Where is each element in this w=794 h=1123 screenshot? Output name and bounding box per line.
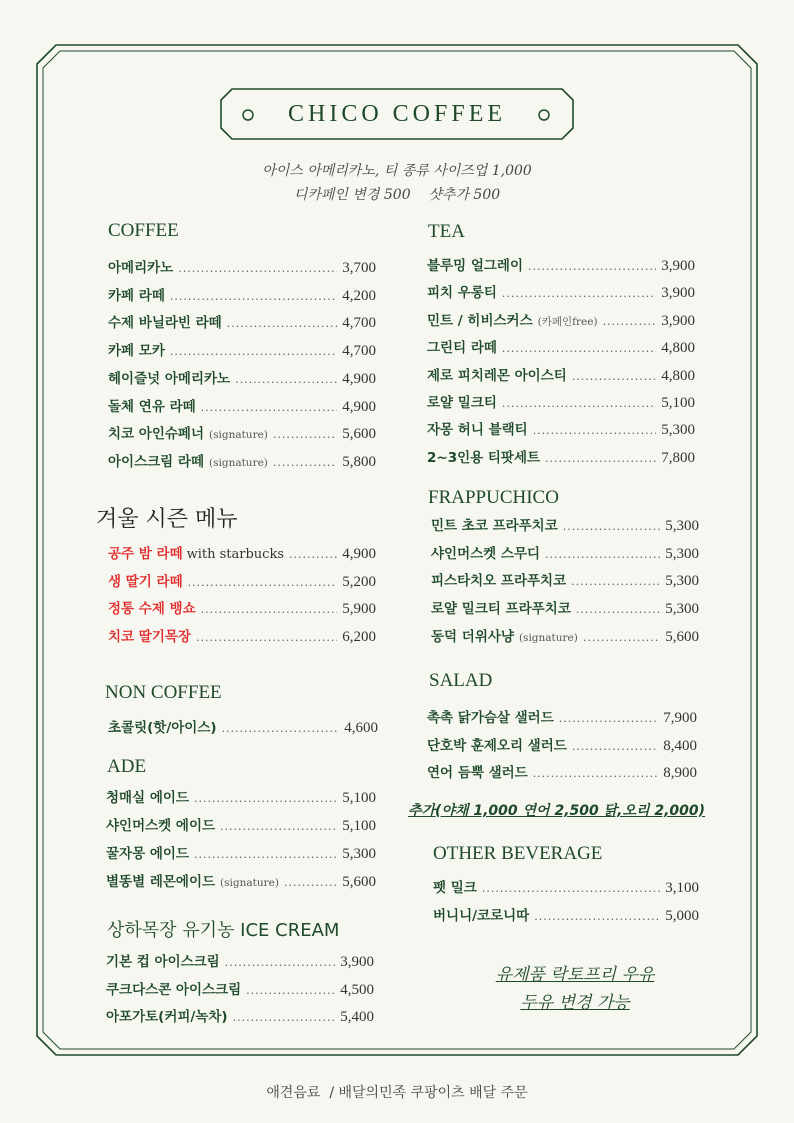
dot-leader bbox=[284, 876, 337, 889]
dot-leader bbox=[188, 576, 338, 589]
item-name: 돌체 연유 라떼 bbox=[108, 398, 196, 415]
item-name: 기본 컵 아이스크림 bbox=[106, 954, 220, 970]
item-extra: with starbucks bbox=[186, 547, 285, 562]
menu-item bbox=[106, 842, 376, 862]
item-name: 카페 모카 bbox=[108, 343, 165, 360]
item-name: 로얄 밀크티 프라푸치코 bbox=[431, 601, 571, 618]
item-price: 4,900 bbox=[342, 398, 376, 415]
item-price: 5,200 bbox=[342, 573, 376, 590]
menu-item bbox=[108, 339, 376, 359]
menu-item bbox=[427, 336, 695, 356]
dot-leader bbox=[528, 260, 656, 273]
noncoffee-title: NON COFFEE bbox=[105, 682, 222, 703]
item-price: 3,900 bbox=[661, 285, 695, 302]
menu-item bbox=[427, 446, 695, 466]
item-name: 펫 밀크 bbox=[433, 880, 477, 896]
menu-item bbox=[108, 422, 376, 442]
menu-item bbox=[427, 761, 697, 781]
item-name: 쿠크다스콘 아이스크림 bbox=[106, 981, 242, 998]
item-price: 5,100 bbox=[342, 790, 376, 806]
dot-leader bbox=[235, 373, 337, 386]
item-price: 4,200 bbox=[342, 287, 376, 304]
item-price: 4,900 bbox=[342, 370, 376, 387]
dot-leader bbox=[194, 848, 337, 861]
item-name: 촉촉 닭가슴살 샐러드 bbox=[427, 710, 554, 726]
item-price: 3,900 bbox=[661, 258, 695, 274]
item-price: 5,300 bbox=[665, 573, 699, 590]
item-price: 6,200 bbox=[342, 628, 376, 645]
menu-item bbox=[431, 514, 699, 534]
dot-leader bbox=[196, 631, 337, 644]
decaf-notice: 디카페인 변경 500 샷추가 500 bbox=[293, 187, 501, 203]
item-price: 4,900 bbox=[342, 546, 376, 562]
item-price: 4,700 bbox=[342, 315, 376, 332]
item-price: 8,400 bbox=[663, 737, 697, 754]
item-price: 5,300 bbox=[342, 846, 376, 862]
salad-addon-note: 추가(야채 1,000 연어 2,500 닭,오리 2,000) bbox=[408, 803, 706, 819]
menu-item bbox=[106, 786, 376, 806]
item-name: 연어 듬뿍 샐러드 bbox=[427, 765, 528, 781]
item-name: 공주 밤 라떼 bbox=[108, 546, 183, 562]
item-name: 2~3인용 티팟세트 bbox=[427, 449, 541, 466]
item-price: 5,300 bbox=[665, 518, 699, 534]
milk-note-line2: 두유 변경 가능 bbox=[520, 993, 630, 1013]
item-signature-tag: (signature) bbox=[209, 429, 268, 442]
brand-title: CHICO COFFEE bbox=[287, 101, 507, 127]
item-price: 3,900 bbox=[340, 954, 374, 970]
dot-leader bbox=[576, 603, 660, 616]
dot-leader bbox=[273, 456, 337, 469]
item-price: 5,300 bbox=[665, 545, 699, 562]
dot-leader bbox=[545, 452, 656, 465]
item-name: 아이스크림 라떼 bbox=[108, 453, 204, 470]
menu-item bbox=[431, 569, 699, 589]
dot-leader bbox=[273, 428, 337, 441]
item-name: 샤인머스켓 에이드 bbox=[106, 818, 216, 834]
item-name: 로얄 밀크티 bbox=[427, 395, 497, 411]
dot-leader bbox=[502, 287, 656, 300]
item-price: 5,100 bbox=[661, 395, 695, 411]
item-name: 자몽 허니 블랙티 bbox=[427, 422, 528, 439]
menu-item bbox=[108, 570, 376, 590]
menu-item bbox=[431, 597, 699, 617]
item-price: 5,300 bbox=[665, 601, 699, 618]
menu-item bbox=[106, 950, 374, 970]
dot-leader bbox=[563, 520, 660, 533]
size-up-notice: 아이스 아메리카노, 티 종류 사이즈업 1,000 bbox=[262, 163, 532, 179]
dot-leader bbox=[170, 290, 337, 303]
item-signature-tag: (signature) bbox=[209, 456, 268, 469]
dot-leader bbox=[571, 575, 660, 588]
dot-leader bbox=[233, 1011, 336, 1024]
item-name: 버니니/코로니따 bbox=[433, 907, 530, 924]
item-price: 5,600 bbox=[342, 426, 376, 443]
dot-leader bbox=[178, 262, 337, 275]
item-price: 4,500 bbox=[340, 981, 374, 998]
dot-leader bbox=[603, 315, 657, 328]
item-price: 5,900 bbox=[342, 601, 376, 617]
dot-leader bbox=[194, 792, 337, 805]
item-name: 피치 우롱티 bbox=[427, 285, 497, 302]
dot-leader bbox=[170, 345, 337, 358]
menu-item bbox=[433, 904, 699, 924]
dot-leader bbox=[222, 722, 340, 735]
dot-leader bbox=[201, 603, 338, 616]
dot-leader bbox=[534, 910, 660, 923]
menu-item bbox=[431, 625, 699, 645]
item-name: 정통 수제 뱅쇼 bbox=[108, 601, 196, 617]
dot-leader bbox=[502, 342, 656, 355]
menu-item bbox=[431, 542, 699, 562]
item-name: 샤인머스켓 스무디 bbox=[431, 545, 541, 562]
item-price: 3,100 bbox=[665, 880, 699, 896]
menu-item bbox=[106, 978, 374, 998]
dot-leader bbox=[289, 548, 337, 561]
dot-leader bbox=[545, 548, 660, 561]
item-name: 수제 바닐라빈 라떼 bbox=[108, 315, 222, 332]
dot-leader bbox=[533, 767, 659, 780]
dot-leader bbox=[533, 424, 657, 437]
item-price: 5,600 bbox=[342, 874, 376, 890]
menu-item bbox=[106, 1005, 374, 1025]
menu-item bbox=[108, 395, 376, 415]
item-price: 3,700 bbox=[342, 260, 376, 276]
menu-item bbox=[427, 309, 695, 329]
item-name: 아메리카노 bbox=[108, 260, 174, 276]
item-name: 제로 피치레몬 아이스티 bbox=[427, 367, 567, 384]
menu-item bbox=[427, 391, 695, 411]
winter-title: 겨울 시즌 메뉴 bbox=[96, 507, 238, 532]
item-name: 카페 라떼 bbox=[108, 287, 165, 304]
item-signature-tag: (카페인free) bbox=[537, 315, 598, 328]
menu-item bbox=[108, 311, 376, 331]
dot-leader bbox=[572, 370, 656, 383]
item-price: 3,900 bbox=[661, 312, 695, 329]
dot-leader bbox=[246, 984, 335, 997]
item-price: 4,800 bbox=[661, 367, 695, 384]
item-name: 피스타치오 프라푸치코 bbox=[431, 573, 567, 590]
item-name: 단호박 훈제오리 샐러드 bbox=[427, 737, 567, 754]
item-price: 5,300 bbox=[661, 422, 695, 439]
item-price: 5,800 bbox=[342, 453, 376, 470]
item-name: 치코 아인슈페너 bbox=[108, 426, 204, 443]
frappuchico-title: FRAPPUCHICO bbox=[428, 487, 559, 508]
item-name: 헤이즐넛 아메리카노 bbox=[108, 370, 231, 387]
menu-item bbox=[108, 367, 376, 387]
dot-leader bbox=[225, 956, 336, 969]
item-price: 4,700 bbox=[342, 343, 376, 360]
menu-item bbox=[427, 364, 695, 384]
item-price: 4,800 bbox=[661, 340, 695, 357]
item-name: 별똥별 레몬에이드 bbox=[106, 874, 216, 890]
menu-item bbox=[108, 716, 378, 736]
item-signature-tag: (signature) bbox=[518, 631, 578, 644]
tea-title: TEA bbox=[428, 221, 465, 242]
dot-leader bbox=[220, 820, 337, 833]
menu-item bbox=[433, 876, 699, 896]
menu-item bbox=[108, 256, 376, 276]
item-name: 그린티 라떼 bbox=[427, 340, 497, 357]
menu-item bbox=[427, 281, 695, 301]
item-name: 동덕 더위사냥 bbox=[431, 628, 514, 645]
item-name: 민트 / 히비스커스 bbox=[427, 312, 533, 329]
item-price: 8,900 bbox=[663, 765, 697, 781]
item-signature-tag: (signature) bbox=[220, 877, 279, 889]
menu-item bbox=[108, 542, 376, 562]
menu-item bbox=[427, 254, 695, 274]
brand-banner bbox=[220, 88, 574, 140]
salad-title: SALAD bbox=[429, 670, 493, 691]
item-name: 치코 딸기목장 bbox=[108, 628, 191, 645]
dot-leader bbox=[572, 740, 658, 753]
item-price: 5,600 bbox=[665, 628, 699, 645]
menu-item bbox=[427, 418, 695, 438]
menu-item bbox=[108, 450, 376, 470]
item-price: 5,000 bbox=[665, 907, 699, 924]
milk-note-line1: 유제품 락토프리 우유 bbox=[495, 965, 655, 985]
item-name: 아포가토(커피/녹차) bbox=[106, 1009, 228, 1025]
item-name: 꿀자몽 에이드 bbox=[106, 846, 189, 862]
item-name: 블루밍 얼그레이 bbox=[427, 258, 523, 274]
coffee-title: COFFEE bbox=[108, 220, 179, 241]
dot-leader bbox=[559, 712, 658, 725]
dot-leader bbox=[227, 317, 338, 330]
menu-item bbox=[108, 625, 376, 645]
item-price: 7,900 bbox=[663, 710, 697, 726]
dot-leader bbox=[502, 397, 656, 410]
ade-title: ADE bbox=[107, 756, 147, 777]
other-title: OTHER BEVERAGE bbox=[433, 843, 603, 864]
item-price: 4,600 bbox=[344, 720, 378, 736]
item-name: 초콜릿(핫/아이스) bbox=[108, 720, 217, 736]
menu-item bbox=[108, 284, 376, 304]
footer-note: 애견음료 / 배달의민족 쿠팡이츠 배달 주문 bbox=[266, 1085, 528, 1101]
dot-leader bbox=[201, 401, 338, 414]
dot-leader bbox=[583, 631, 660, 644]
dot-leader bbox=[482, 882, 660, 895]
item-name: 민트 초코 프라푸치코 bbox=[431, 518, 558, 534]
item-price: 5,400 bbox=[340, 1009, 374, 1025]
menu-item bbox=[106, 870, 376, 890]
item-price: 7,800 bbox=[661, 449, 695, 466]
item-name: 생 딸기 라떼 bbox=[108, 573, 183, 590]
icecream-title: 상하목장 유기농 ICE CREAM bbox=[107, 920, 340, 941]
menu-item bbox=[108, 597, 376, 617]
menu-item bbox=[427, 734, 697, 754]
item-price: 5,100 bbox=[342, 818, 376, 834]
menu-item bbox=[106, 814, 376, 834]
menu-item bbox=[427, 706, 697, 726]
item-name: 청매실 에이드 bbox=[106, 790, 189, 806]
